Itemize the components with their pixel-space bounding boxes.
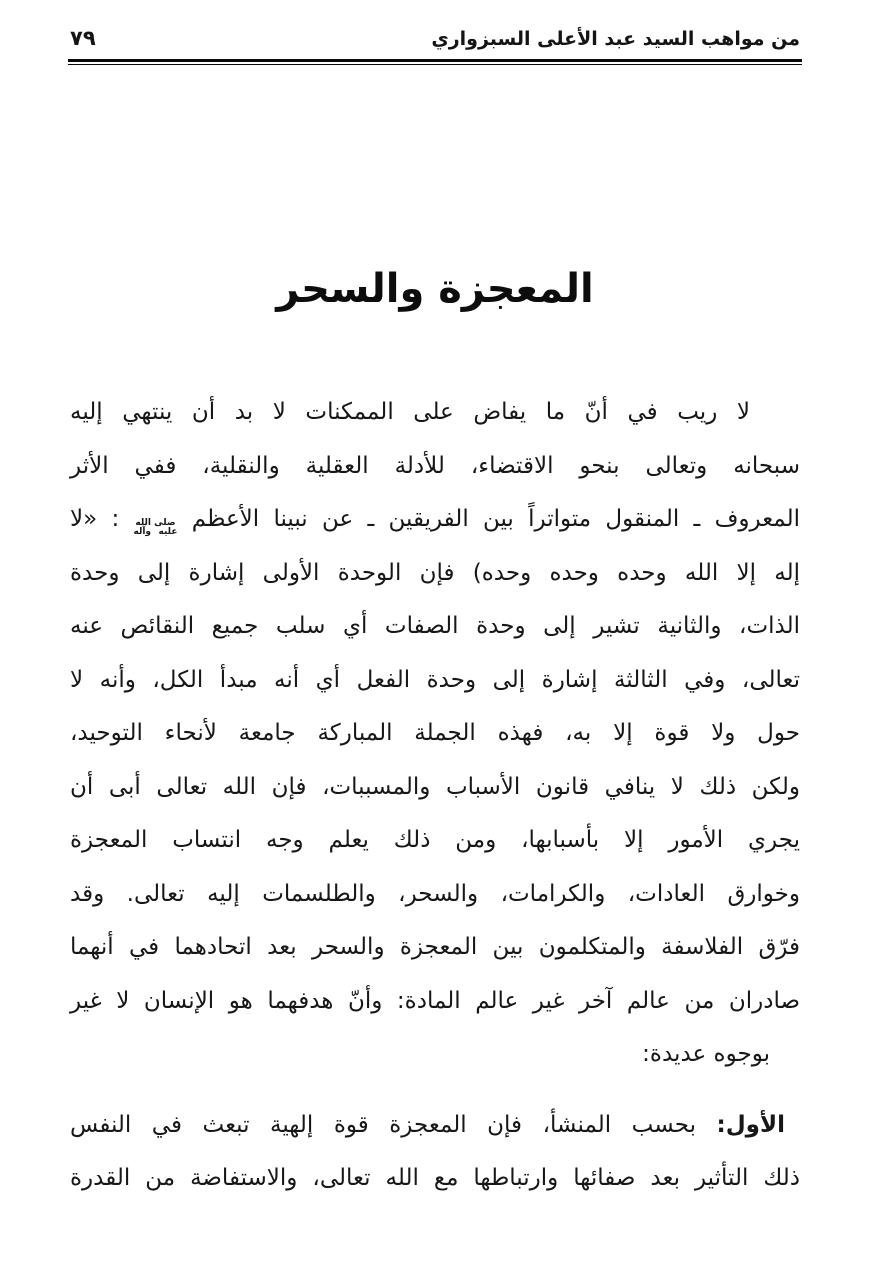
paragraph xyxy=(70,386,800,1082)
text-line xyxy=(70,386,800,440)
text-run: الذات، والثانية تشير إلى وحدة الصفات أي سلب جميع النقائص عنه xyxy=(70,613,800,639)
page-header xyxy=(70,26,800,50)
text-run: وخوارق العادات، والكرامات، والسحر، والطلسمات إليه تعالى. وقد xyxy=(70,880,800,907)
prophet-honorific-glyph: صلى الله عليه وآله xyxy=(133,518,178,537)
text-run: لا ريب في أنّ ما يفاض على الممكنات لا بد أن ينتهي إليه xyxy=(70,399,750,425)
page-number: ٧٩ xyxy=(70,26,96,50)
text-run: : «لا xyxy=(70,506,134,532)
text-line xyxy=(70,654,800,708)
text-run: إله إلا الله وحده وحده وحده) فإن الوحدة الأولى إشارة إلى وحدة xyxy=(70,559,800,586)
paragraph xyxy=(70,1099,800,1206)
text-line xyxy=(70,707,800,761)
text-line xyxy=(70,975,800,1029)
text-line xyxy=(70,600,800,654)
body-text xyxy=(70,386,800,1206)
text-run: بحسب المنشأ، فإن المعجزة قوة إلهية تبعث في النفس xyxy=(70,1111,717,1138)
text-run: الأول: xyxy=(716,1111,785,1138)
text-run: تعالى، وفي الثالثة إشارة إلى وحدة الفعل أي أنه مبدأ الكل، وأنه لا xyxy=(70,666,800,693)
text-run: فرّق الفلاسفة والمتكلمون بين المعجزة والسحر بعد اتحادهما في أنهما xyxy=(70,934,800,960)
text-line xyxy=(70,1099,800,1153)
text-line xyxy=(70,814,800,868)
text-run: ذلك التأثير بعد صفائها وارتباطها مع الله تعالى، والاستفاضة من القدرة xyxy=(70,1165,800,1191)
header-rule xyxy=(68,59,802,65)
text-run: يجري الأمور إلا بأسبابها، ومن ذلك يعلم وجه انتساب المعجزة xyxy=(70,827,800,853)
text-run: حول ولا قوة إلا به، فهذه الجملة المباركة جامعة لأنحاء التوحيد، xyxy=(70,720,800,746)
text-line xyxy=(70,493,800,547)
text-run: المعروف ـ المنقول متواتراً بين الفريقين ـ عن نبينا الأعظم xyxy=(177,506,800,532)
text-line xyxy=(70,761,800,815)
text-run: صادران من عالم آخر غير عالم المادة: وأنّ هدفهما هو الإنسان لا غير xyxy=(70,987,800,1014)
text-run: بوجوه عديدة: xyxy=(642,1041,770,1067)
chapter-title: المعجزة والسحر xyxy=(276,266,594,312)
text-run: ولكن ذلك لا ينافي قانون الأسباب والمسببات، فإن الله تعالى أبى أن xyxy=(70,773,800,800)
text-line xyxy=(70,440,800,494)
running-title: من مواهب السيد عبد الأعلى السبزواري xyxy=(431,28,800,50)
text-line xyxy=(70,1028,800,1082)
text-run: سبحانه وتعالى بنحو الاقتضاء، للأدلة العقلية والنقلية، ففي الأثر xyxy=(70,452,800,479)
text-line xyxy=(70,547,800,601)
text-line xyxy=(70,868,800,922)
text-line xyxy=(70,1152,800,1206)
text-line xyxy=(70,921,800,975)
